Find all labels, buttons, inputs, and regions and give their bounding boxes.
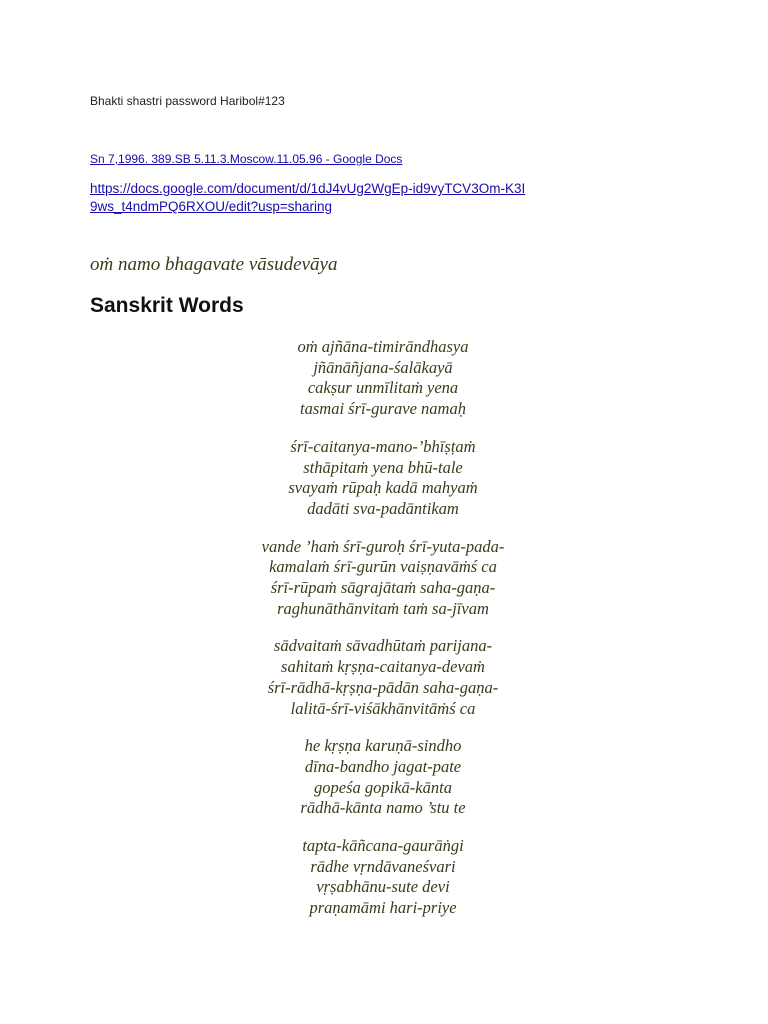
verse — [183, 636, 583, 719]
verse-line: jñānāñjana-śalākayā — [313, 357, 453, 377]
verse-line: śrī-rādhā-kṛṣṇa-pādān saha-gaṇa- — [267, 677, 499, 697]
google-docs-url-link[interactable]: https://docs.google.com/document/d/1dJ4vUg2WgEp-id9vyTCV3Om-K3I9ws_t4ndmPQ6RXOU/edit?usp=sharing — [90, 181, 526, 214]
verse — [183, 337, 583, 420]
verses-block — [183, 337, 583, 919]
verse-line: dadāti sva-padāntikam — [307, 498, 459, 518]
verse-line: śrī-caitanya-mano-’bhīṣṭaṁ — [290, 436, 476, 456]
verse-line: dīna-bandho jagat-pate — [304, 756, 462, 776]
verse-line: oṁ ajñāna-timirāndhasya — [297, 337, 469, 356]
invocation-mantra: oṁ namo bhagavate vāsudevāya — [90, 254, 338, 275]
verse-line: sthāpitaṁ yena bhū-tale — [303, 457, 463, 477]
verse-line: gopeśa gopikā-kānta — [314, 777, 452, 797]
verse-line: cakṣur unmīlitaṁ yena — [307, 378, 459, 398]
verse-line: praṇamāmi hari-priye — [309, 898, 457, 918]
google-docs-title-link[interactable]: Sn 7,1996. 389.SB 5.11.3.Moscow.11.05.96 - Google Docs — [90, 152, 403, 166]
section-heading: Sanskrit Words — [90, 294, 244, 317]
verse — [183, 437, 583, 520]
password-note: Bhakti shastri password Haribol#123 — [90, 94, 285, 108]
verse — [183, 836, 583, 919]
verse-line: tasmai śrī-gurave namaḥ — [300, 399, 466, 419]
verse-line: rādhā-kānta namo ’stu te — [300, 798, 466, 818]
verse-line: tapta-kāñcana-gaurāṅgi — [302, 836, 464, 856]
verse-line: śrī-rūpaṁ sāgrajātaṁ saha-gaṇa- — [270, 578, 496, 598]
verse — [183, 736, 583, 819]
verse — [183, 537, 583, 620]
verse-line: sahitaṁ kṛṣṇa-caitanya-devaṁ — [281, 657, 485, 677]
verse-line: raghunāthānvitaṁ taṁ sa-jīvam — [277, 598, 489, 618]
verse-line: vande ’haṁ śrī-guroḥ śrī-yuta-pada- — [261, 536, 505, 556]
verse-line: vṛṣabhānu-sute devi — [316, 877, 450, 897]
verse-line: sādvaitaṁ sāvadhūtaṁ parijana- — [273, 636, 493, 656]
verse-line: he kṛṣṇa karuṇā-sindho — [304, 736, 462, 756]
verse-line: rādhe vṛndāvaneśvari — [310, 856, 456, 876]
verse-line: svayaṁ rūpaḥ kadā mahyaṁ — [288, 478, 478, 498]
verse-line: lalitā-śrī-viśākhānvitāṁś ca — [290, 698, 476, 718]
verse-line: kamalaṁ śrī-gurūn vaiṣṇavāṁś ca — [269, 557, 497, 577]
